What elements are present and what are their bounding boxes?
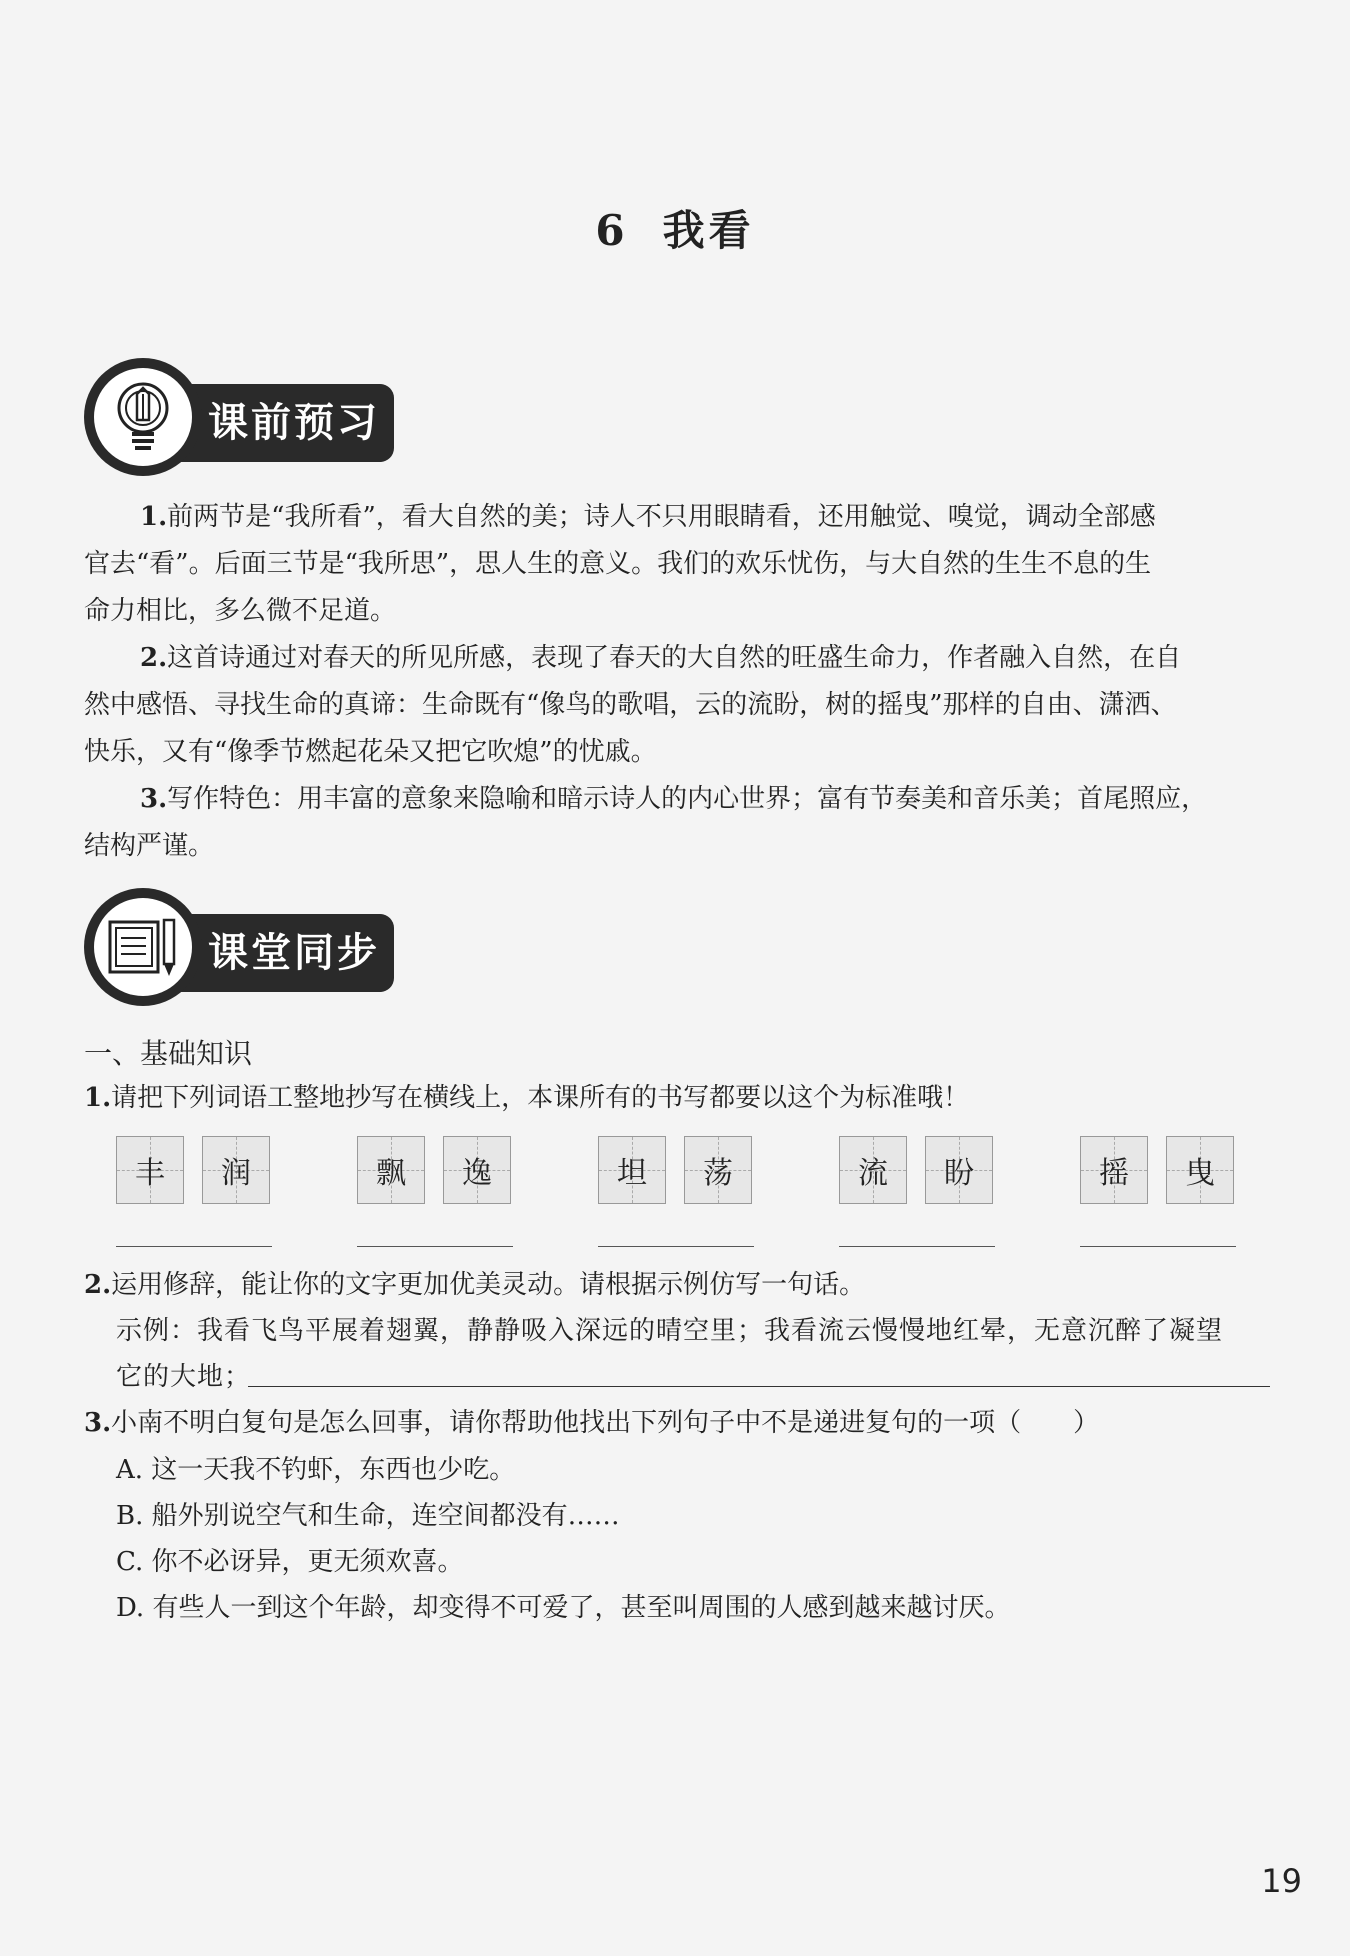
option-b[interactable]: B. 船外别说空气和生命，连空间都没有……	[116, 1501, 620, 1531]
writing-line[interactable]	[598, 1246, 754, 1247]
preview-badge-label: 课前预习	[208, 400, 380, 446]
char-cell: 逸	[443, 1136, 511, 1204]
preview-paragraph-3: 3.写作特色：用丰富的意象来隐喻和暗示诗人的内心世界；富有节奏美和音乐美；首尾照应， 结构严谨。	[84, 784, 1208, 861]
option-d[interactable]: D. 有些人一到这个年龄，却变得不可爱了，甚至叫周围的人感到越来越讨厌。	[116, 1593, 1011, 1623]
char-cell: 盼	[925, 1136, 993, 1204]
book-pencil-icon	[104, 914, 182, 980]
option-a[interactable]: A. 这一天我不钓虾，东西也少吃。	[116, 1455, 516, 1485]
preview-section-badge	[84, 358, 404, 482]
char-cell: 飘	[357, 1136, 425, 1204]
sync-badge-label: 课堂同步	[208, 930, 380, 976]
question-3: 3.小南不明白复句是怎么回事，请你帮助他找出下列句子中不是递进复句的一项（ ）	[84, 1408, 1100, 1438]
char-cell: 曳	[1166, 1136, 1234, 1204]
answer-line[interactable]	[248, 1386, 1270, 1387]
char-cell: 坦	[598, 1136, 666, 1204]
sync-section-badge	[84, 888, 404, 1012]
preview-paragraph-1: 1.前两节是“我所看”，看大自然的美；诗人不只用眼睛看，还用触觉、嗅觉，调动全部感 官去“看”。后面三节是“我所思”，思人生的意义。我们的欢乐忧伤，与大自然的生生不息的生 命力相比，多么微不足道。	[84, 502, 1156, 626]
lesson-number: 6	[595, 206, 629, 255]
lesson-name: 我看	[662, 206, 755, 255]
char-cell: 丰	[116, 1136, 184, 1204]
char-cell: 润	[202, 1136, 270, 1204]
vocab-copy-grid	[116, 1136, 1246, 1256]
question-2: 2.运用修辞，能让你的文字更加优美灵动。请根据示例仿写一句话。	[84, 1270, 866, 1300]
question-1: 1.请把下列词语工整地抄写在横线上，本课所有的书写都要以这个为标准哦！	[84, 1083, 970, 1113]
preview-paragraph-2: 2.这首诗通过对春天的所见所感，表现了春天的大自然的旺盛生命力，作者融入自然，在自 然中感悟、寻找生命的真谛：生命既有“像鸟的歌唱，云的流盼，树的摇曳”那样的自由、潇洒、 快乐，又有“像季节燃起花朵又把它吹熄”的忧戚。	[84, 643, 1182, 767]
char-cell: 荡	[684, 1136, 752, 1204]
char-cell: 流	[839, 1136, 907, 1204]
lesson-title	[0, 198, 1350, 258]
page-number: 19	[1261, 1862, 1302, 1900]
writing-line[interactable]	[839, 1246, 995, 1247]
section-heading-basics: 一、基础知识	[84, 1037, 253, 1070]
char-cell: 摇	[1080, 1136, 1148, 1204]
lightbulb-icon	[110, 380, 176, 454]
writing-line[interactable]	[357, 1246, 513, 1247]
question-2-example: 示例：我看飞鸟平展着翅翼，静静吸入深远的晴空里；我看流云慢慢地红晕，无意沉醉了凝望 它的大地；	[116, 1316, 1224, 1392]
writing-line[interactable]	[1080, 1246, 1236, 1247]
option-c[interactable]: C. 你不必讶异，更无须欢喜。	[116, 1547, 464, 1577]
writing-line[interactable]	[116, 1246, 272, 1247]
